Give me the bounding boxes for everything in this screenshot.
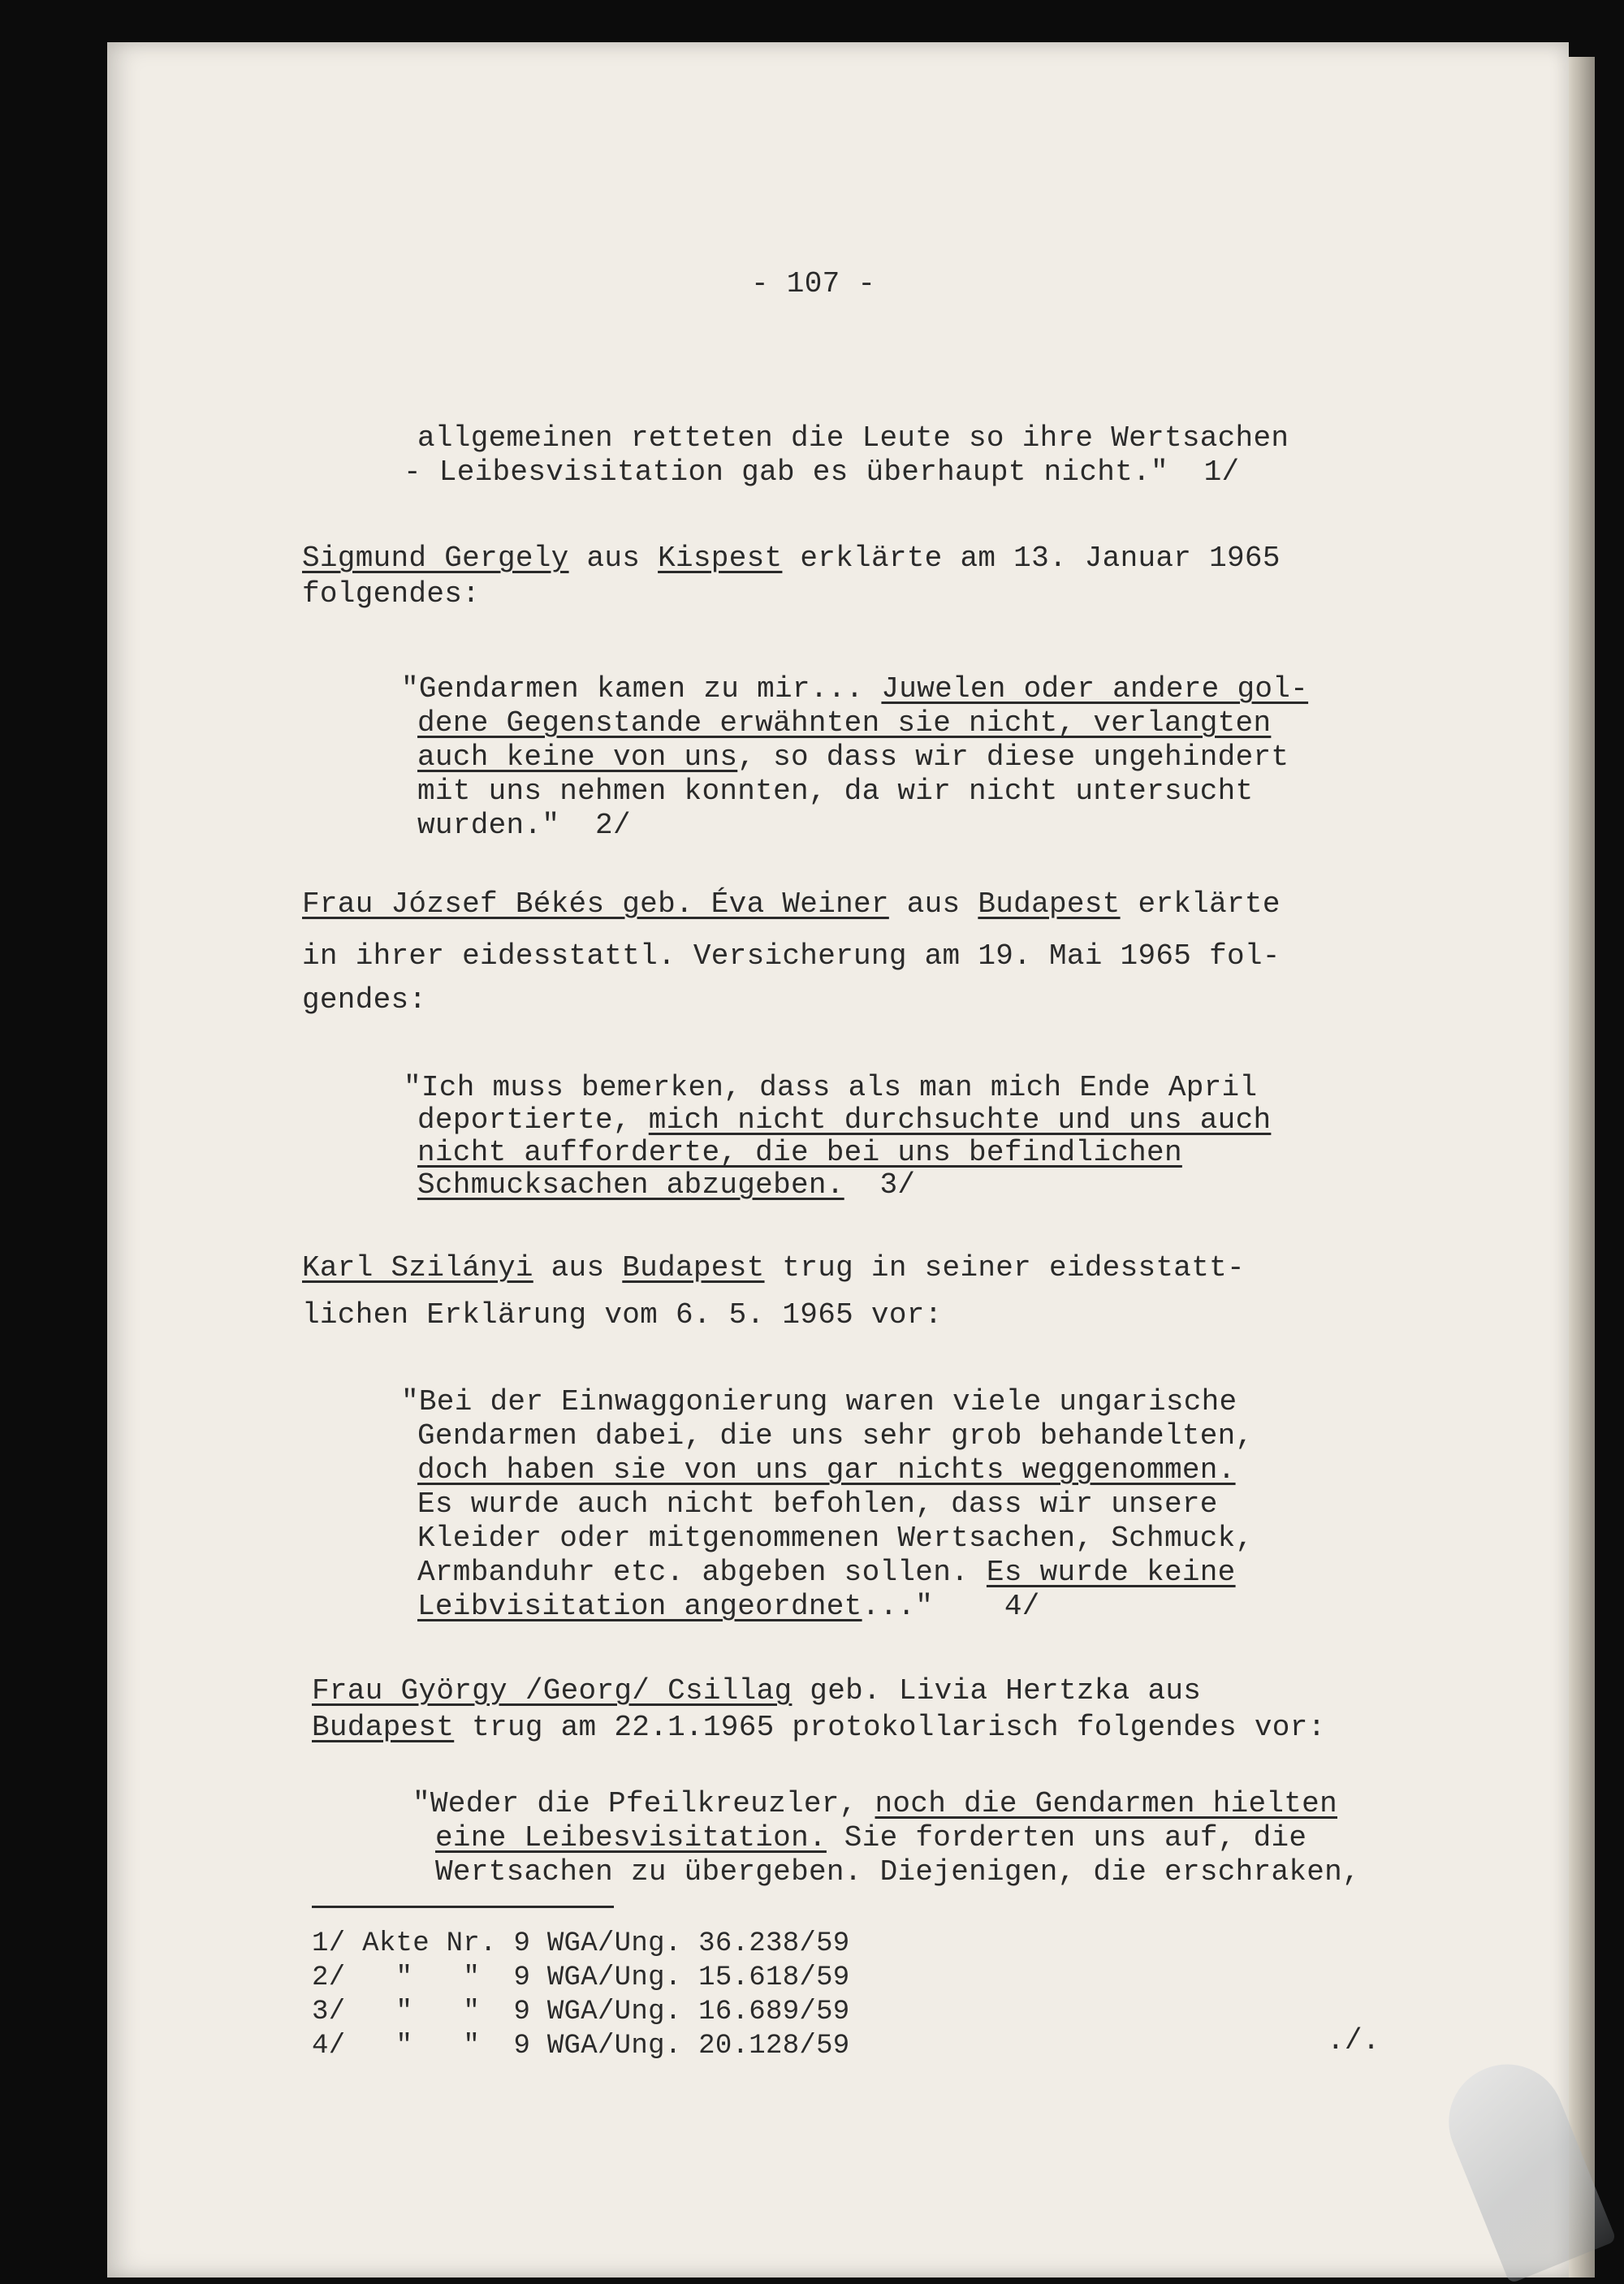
quote1-line-1: [401, 673, 1308, 706]
quote1-l1b: Juwelen oder andere gol-: [881, 672, 1309, 706]
szilanyi-place: Budapest: [622, 1251, 765, 1284]
quote1-l1a: "Gendarmen kamen zu mir...: [401, 672, 882, 706]
quote2-l2a: deportierte,: [417, 1103, 649, 1137]
szilanyi-rest: trug in seiner eidesstatt-: [764, 1251, 1245, 1284]
page-number: - 107 -: [751, 267, 876, 300]
footnote-1: 1/ Akte Nr. 9 WGA/Ung. 36.238/59: [312, 1928, 850, 1959]
quote3-line-3: doch haben sie von uns gar nichts weggenommen.: [417, 1453, 1236, 1487]
quote2-line-2: [417, 1104, 1271, 1137]
quote1-line-5: wurden." 2/: [417, 809, 631, 842]
gergely-line-2: folgendes:: [302, 577, 481, 611]
quote3-l7b: ..." 4/: [862, 1590, 1040, 1623]
quote4-line-2: [435, 1822, 1307, 1854]
bekes-aus: aus: [888, 887, 978, 921]
csillag-rest2: trug am 22.1.1965 protokollarisch folgendes vor:: [454, 1711, 1326, 1744]
bekes-line-1: [302, 888, 1281, 921]
quote3-line-6: [417, 1556, 1236, 1589]
quote1-l3b: , so dass wir diese ungehindert: [737, 740, 1289, 774]
csillag-place: Budapest: [312, 1711, 455, 1744]
quote3-line-7: [417, 1591, 1040, 1623]
intro-line-2: - Leibesvisitation gab es überhaupt nicht." 1/: [404, 456, 1240, 489]
footnote-2: 2/ " " 9 WGA/Ung. 15.618/59: [312, 1962, 850, 1993]
page-edge: [1569, 57, 1595, 2278]
quote3-line-4: Es wurde auch nicht befohlen, dass wir unsere: [417, 1487, 1218, 1521]
gergely-line-1: [302, 542, 1281, 575]
quote3-line-1: "Bei der Einwaggonierung waren viele ungarische: [401, 1385, 1237, 1418]
quote4-line-3: Wertsachen zu übergeben. Diejenigen, die erschraken,: [435, 1855, 1360, 1889]
csillag-name: Frau György /Georg/ Csillag: [312, 1674, 793, 1708]
footnote-4: 4/ " " 9 WGA/Ung. 20.128/59: [312, 2031, 850, 2062]
quote4-line-1: [412, 1788, 1337, 1820]
quote1-line-4: mit uns nehmen konnten, da wir nicht untersucht: [417, 775, 1254, 808]
gergely-name: Sigmund Gergely: [302, 542, 569, 575]
quote4-l2a: eine Leibesvisitation.: [435, 1821, 827, 1854]
gergely-place: Kispest: [658, 542, 783, 575]
bekes-line-3: gendes:: [302, 983, 427, 1017]
szilanyi-line-1: [302, 1252, 1245, 1284]
quote4-l1b: noch die Gendarmen hielten: [875, 1787, 1337, 1820]
quote1-l3a: auch keine von uns: [417, 740, 738, 774]
quote3-l6b: Es wurde keine: [986, 1556, 1236, 1589]
csillag-line-1: [312, 1675, 1201, 1708]
quote3-line-5: Kleider oder mitgenommenen Wertsachen, Schmuck,: [417, 1522, 1254, 1555]
bekes-name: Frau József Békés geb. Éva Weiner: [302, 887, 889, 921]
quote4-l2b: Sie forderten uns auf, die: [826, 1821, 1307, 1854]
csillag-line-2: [312, 1712, 1326, 1744]
footnote-3: 3/ " " 9 WGA/Ung. 16.689/59: [312, 1997, 850, 2027]
quote4-l1a: "Weder die Pfeilkreuzler,: [412, 1787, 875, 1820]
csillag-rest1: geb. Livia Hertzka aus: [792, 1674, 1202, 1708]
quote2-line-4: [417, 1169, 915, 1202]
intro-line-1: allgemeinen retteten die Leute so ihre Wertsachen: [417, 421, 1289, 455]
bekes-rest: erklärte: [1120, 887, 1281, 921]
quote2-l4b: 3/: [844, 1168, 916, 1202]
quote1-line-2: dene Gegenstande erwähnten sie nicht, verlangten: [417, 706, 1272, 740]
bekes-place: Budapest: [978, 887, 1121, 921]
quote2-line-1: "Ich muss bemerken, dass als man mich Ende April: [404, 1071, 1258, 1104]
quote2-l4a: Schmucksachen abzugeben.: [417, 1168, 844, 1202]
quote3-l7a: Leibvisitation angeordnet: [417, 1590, 862, 1623]
quote2-line-3: nicht aufforderte, die bei uns befindlichen: [417, 1136, 1182, 1169]
gergely-aus: aus: [568, 542, 659, 575]
gergely-rest: erklärte am 13. Januar 1965: [782, 542, 1281, 575]
szilanyi-name: Karl Szilányi: [302, 1251, 533, 1284]
quote3-line-2: Gendarmen dabei, die uns sehr grob behandelten,: [417, 1419, 1254, 1453]
bekes-line-2: in ihrer eidesstattl. Versicherung am 19. Mai 1965 fol-: [302, 939, 1281, 973]
quote2-l2b: mich nicht durchsuchte und uns auch: [648, 1103, 1272, 1137]
szilanyi-aus: aus: [533, 1251, 623, 1284]
quote3-l6a: Armbanduhr etc. abgeben sollen.: [417, 1556, 987, 1589]
continuation-mark: ./.: [1327, 2024, 1380, 2057]
footnote-rule: [312, 1906, 614, 1908]
quote1-line-3: [417, 741, 1289, 774]
szilanyi-line-2: lichen Erklärung vom 6. 5. 1965 vor:: [302, 1298, 943, 1332]
